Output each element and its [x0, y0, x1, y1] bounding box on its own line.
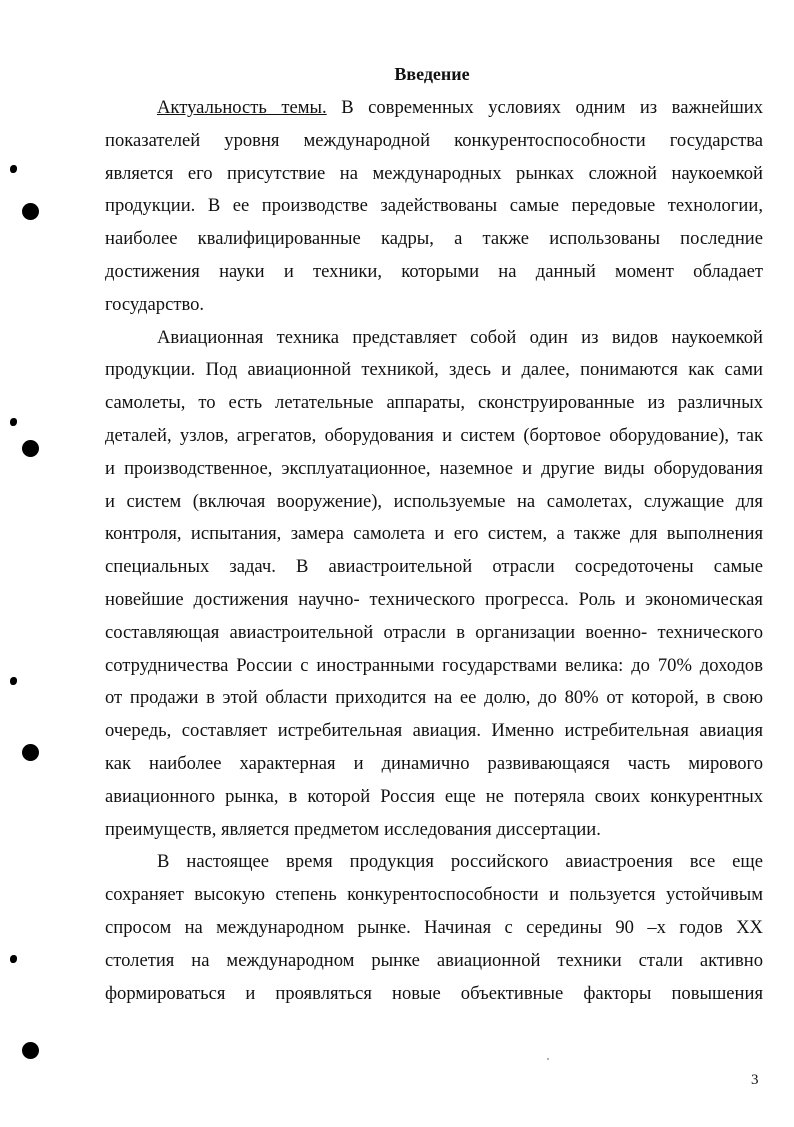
text-line: очередь, составляет истребительная авиация. Именно истребительная авиация [105, 720, 763, 742]
text-line: продукции. Под авиационной техникой, здесь и далее, понимаются как сами [105, 359, 763, 381]
text-line: специальных задач. В авиастроительной отрасли сосредоточены самые [105, 556, 763, 578]
text-line: новейшие достижения научно- технического прогресса. Роль и экономическая [105, 588, 763, 610]
text-line: государство. [105, 293, 205, 315]
text-line: преимуществ, является предметом исследования диссертации. [105, 818, 601, 840]
binder-hole [22, 440, 39, 457]
text-line: показателей уровня международной конкурентоспособности государства [105, 129, 763, 151]
text-line: контроля, испытания, замера самолета и его систем, а также для выполнения [105, 523, 763, 545]
margin-speck [10, 418, 17, 426]
scan-dust [547, 1058, 549, 1060]
text-line: сохраняет высокую степень конкурентоспособности и пользуется устойчивым [105, 884, 763, 906]
text-line: продукции. В ее производстве задействованы самые передовые технологии, [105, 195, 763, 217]
margin-speck [10, 165, 17, 173]
text-line: наиболее квалифицированные кадры, а также использованы последние [105, 228, 763, 250]
page-number: 3 [751, 1072, 759, 1088]
section-heading: Введение [394, 64, 470, 84]
text-line: Авиационная техника представляет собой один из видов наукоемкой [157, 326, 763, 348]
text-line: достижения науки и техники, которыми на данный момент обладает [105, 260, 763, 282]
text-line: формироваться и проявляться новые объективные факторы повышения [105, 982, 763, 1004]
text-line: является его присутствие на международных рынках сложной наукоемкой [105, 162, 763, 184]
text-line: Актуальность темы. В современных условиях одним из важнейших [157, 97, 764, 118]
margin-speck [10, 677, 17, 685]
binder-hole [22, 744, 39, 761]
text-line: столетия на международном рынке авиационной техники стали активно [105, 949, 763, 971]
text-line: авиационного рынка, в которой Россия еще не потеряла своих конкурентных [105, 785, 763, 807]
topic-relevance-label: Актуальность темы. [157, 97, 327, 118]
text-line: от продажи в этой области приходится на ее долю, до 80% от которой, в свою [105, 687, 763, 709]
text-line: составляющая авиастроительной отрасли в организации военно- технического [105, 621, 763, 643]
text-line: самолеты, то есть летательные аппараты, сконструированные из различных [105, 392, 763, 414]
binder-hole [22, 203, 39, 220]
text-line: спросом на международном рынке. Начиная с середины 90 –х годов XX [105, 916, 763, 938]
margin-speck [10, 955, 17, 963]
text-line: сотрудничества России с иностранными государствами велика: до 70% доходов [105, 654, 763, 676]
text-line: и производственное, эксплуатационное, наземное и другие виды оборудования [105, 457, 763, 479]
text-line: как наиболее характерная и динамично развивающаяся часть мирового [105, 752, 763, 774]
text-line: и систем (включая вооружение), используемые на самолетах, служащие для [105, 490, 763, 512]
text-line: В настоящее время продукция российского авиастроения все еще [157, 851, 763, 873]
binder-hole [22, 1042, 39, 1059]
text-line: деталей, узлов, агрегатов, оборудования и систем (бортовое оборудование), так [105, 424, 763, 446]
body-text [105, 92, 763, 1010]
